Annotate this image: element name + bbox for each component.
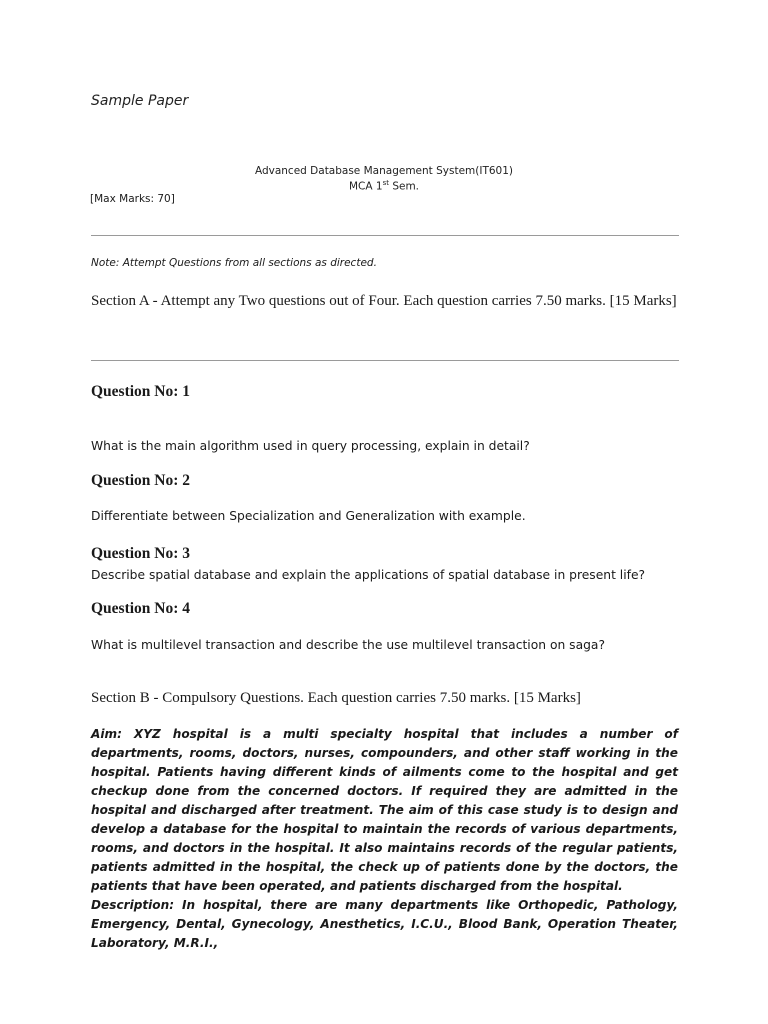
description-text: Description: In hospital, there are many departments like Orthopedic, Pathology, Emergency, Dental, Gynecology, Anesthetics, I.C.U., Blood Bank, Operation Theater, Laboratory, M.R.I., (91, 898, 678, 950)
section-a-heading: Section A - Attempt any Two questions out of Four. Each question carries 7.50 marks. [15 Marks] (91, 293, 677, 309)
section-b-heading: Section B - Compulsory Questions. Each question carries 7.50 marks. [15 Marks] (91, 690, 581, 706)
question-3-text: Describe spatial database and explain the applications of spatial database in present life? (91, 568, 646, 582)
program-suffix: Sem. (388, 180, 420, 193)
question-4-label: Question No: 4 (91, 600, 191, 617)
instructions-note: Note: Attempt Questions from all sections as directed. (91, 257, 377, 269)
question-4-text: What is multilevel transaction and describe the use multilevel transaction on saga? (91, 638, 605, 652)
divider-section-a (91, 360, 679, 361)
case-study-paragraph (91, 725, 678, 953)
question-1-text: What is the main algorithm used in query processing, explain in detail? (91, 439, 530, 453)
question-1-label: Question No: 1 (91, 383, 191, 400)
program-prefix: MCA 1 (348, 180, 383, 193)
question-3-label: Question No: 3 (91, 545, 191, 562)
document-title: Sample Paper (91, 93, 189, 109)
course-title: Advanced Database Management System(IT601) (254, 165, 514, 177)
question-2-label: Question No: 2 (91, 472, 191, 489)
program-superscript: st (382, 179, 389, 187)
program-line (0, 179, 768, 193)
divider-top (91, 235, 679, 236)
max-marks: [Max Marks: 70] (90, 193, 175, 205)
aim-text: Aim: XYZ hospital is a multi specialty hospital that includes a number of departments, rooms, doctors, nurses, compounders, and other staff working in the hospital. Patients having different kinds of ailments come to the hospital and get checkup done from the concerned doctors. If required they are admitted in the hospital and discharged after treatment. The aim of this case study is to design and develop a database for the hospital to maintain the records of various departments, rooms, and doctors in the hospital. It also maintains records of the regular patients, patients admitted in the hospital, the check up of patients done by the doctors, the patients that have been operated, and patients discharged from the hospital. (91, 727, 678, 893)
question-2-text: Differentiate between Specialization and Generalization with example. (91, 509, 526, 523)
